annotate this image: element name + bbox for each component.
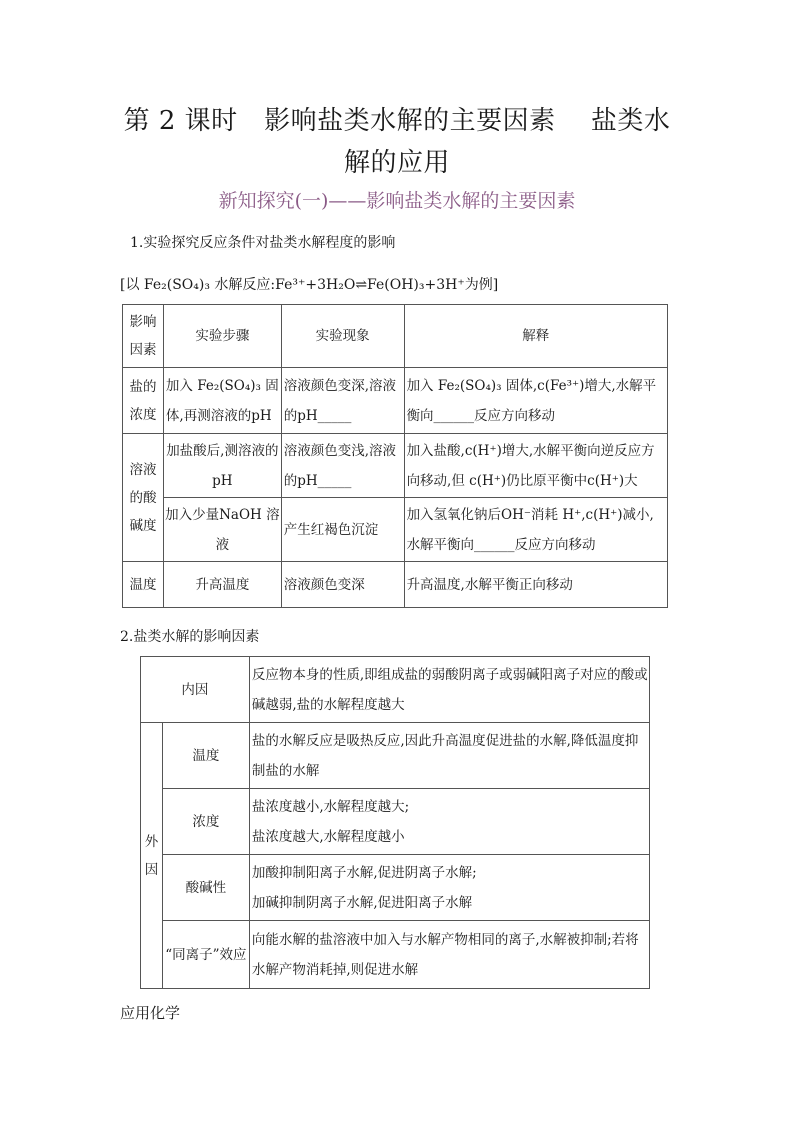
header-step: 实验步骤 [163, 305, 281, 368]
title-line-2: 解的应用 [343, 148, 450, 178]
factor-text-line: 盐浓度越小,水解程度越大; [251, 798, 410, 815]
factor-text: 盐的水解反应是吸热反应,因此升高温度促进盐的水解,降低温度抑制盐的水解 [249, 723, 649, 789]
step-cell: 加盐酸后,测溶液的pH [163, 434, 281, 498]
table-row [123, 498, 668, 562]
step-cell: 升高温度 [163, 562, 281, 608]
footer-label: 应用化学 [120, 1004, 181, 1022]
internal-factor-label: 内因 [141, 657, 250, 723]
header-explanation: 解释 [404, 305, 667, 368]
header-factor: 影响因素 [123, 305, 164, 368]
factor-text-line: 盐浓度越大,水解程度越小 [251, 828, 405, 845]
external-factor-label: 外因 [141, 723, 163, 989]
factor-acidity: 溶液的酸碱度 [123, 434, 164, 562]
table-row [123, 434, 668, 498]
page-title [100, 100, 694, 184]
section-subtitle: 新知探究(一)——影响盐类水解的主要因素 [218, 190, 576, 212]
table-row [123, 368, 668, 434]
experiment-table [122, 304, 668, 608]
section2-heading: 2.盐类水解的影响因素 [120, 629, 260, 645]
section1-heading: 1.实验探究反应条件对盐类水解程度的影响 [130, 235, 396, 251]
table-row [123, 562, 668, 608]
step-cell: 加入 Fe₂(SO₄)₃ 固体,再测溶液的pH [163, 368, 281, 434]
header-phenomenon: 实验现象 [281, 305, 404, 368]
internal-factor-text: 反应物本身的性质,即组成盐的弱酸阴离子或弱碱阳离子对应的酸或碱越弱,盐的水解程度越大 [249, 657, 649, 723]
factor-label: 酸碱性 [162, 855, 249, 921]
phenomenon-cell: 溶液颜色变深 [281, 562, 404, 608]
step-cell: 加入少量NaOH 溶液 [163, 498, 281, 562]
factor-label: 温度 [162, 723, 249, 789]
explanation-cell: 加入氢氧化钠后OH⁻消耗 H⁺,c(H⁺)减小,水解平衡向______反应方向移动 [404, 498, 667, 562]
explanation-cell: 加入盐酸,c(H⁺)增大,水解平衡向逆反应方向移动,但 c(H⁺)仍比原平衡中c(H⁺)大 [404, 434, 667, 498]
explanation-cell: 升高温度,水解平衡正向移动 [404, 562, 667, 608]
factor-text-line: 加酸抑制阳离子水解,促进阴离子水解; [251, 864, 477, 881]
factor-text-line: 加碱抑制阴离子水解,促进阳离子水解 [251, 894, 473, 911]
phenomenon-cell: 溶液颜色变深,溶液的pH_____ [281, 368, 404, 434]
factor-temperature: 温度 [123, 562, 164, 608]
phenomenon-cell: 产生红褐色沉淀 [281, 498, 404, 562]
phenomenon-cell: 溶液颜色变浅,溶液的pH_____ [281, 434, 404, 498]
factor-concentration: 盐的浓度 [123, 368, 164, 434]
factor-text [249, 855, 649, 921]
factor-text: 向能水解的盐溶液中加入与水解产物相同的离子,水解被抑制;若将水解产物消耗掉,则促进水解 [249, 921, 649, 989]
table-row [141, 921, 650, 989]
factors-table [140, 656, 650, 989]
section1-note: [以 Fe₂(SO₄)₃ 水解反应:Fe³⁺+3H₂O⇌Fe(OH)₃+3H⁺为例] [120, 277, 499, 293]
table-row [141, 657, 650, 723]
factor-label: “同离子”效应 [162, 921, 249, 989]
table-header-row [123, 305, 668, 368]
title-line-1: 第 2 课时 影响盐类水解的主要因素 盐类水 [123, 106, 671, 136]
table-row [141, 855, 650, 921]
explanation-cell: 加入 Fe₂(SO₄)₃ 固体,c(Fe³⁺)增大,水解平衡向______反应方向移动 [404, 368, 667, 434]
factor-label: 浓度 [162, 789, 249, 855]
factor-text [249, 789, 649, 855]
table-row [141, 723, 650, 789]
table-row [141, 789, 650, 855]
